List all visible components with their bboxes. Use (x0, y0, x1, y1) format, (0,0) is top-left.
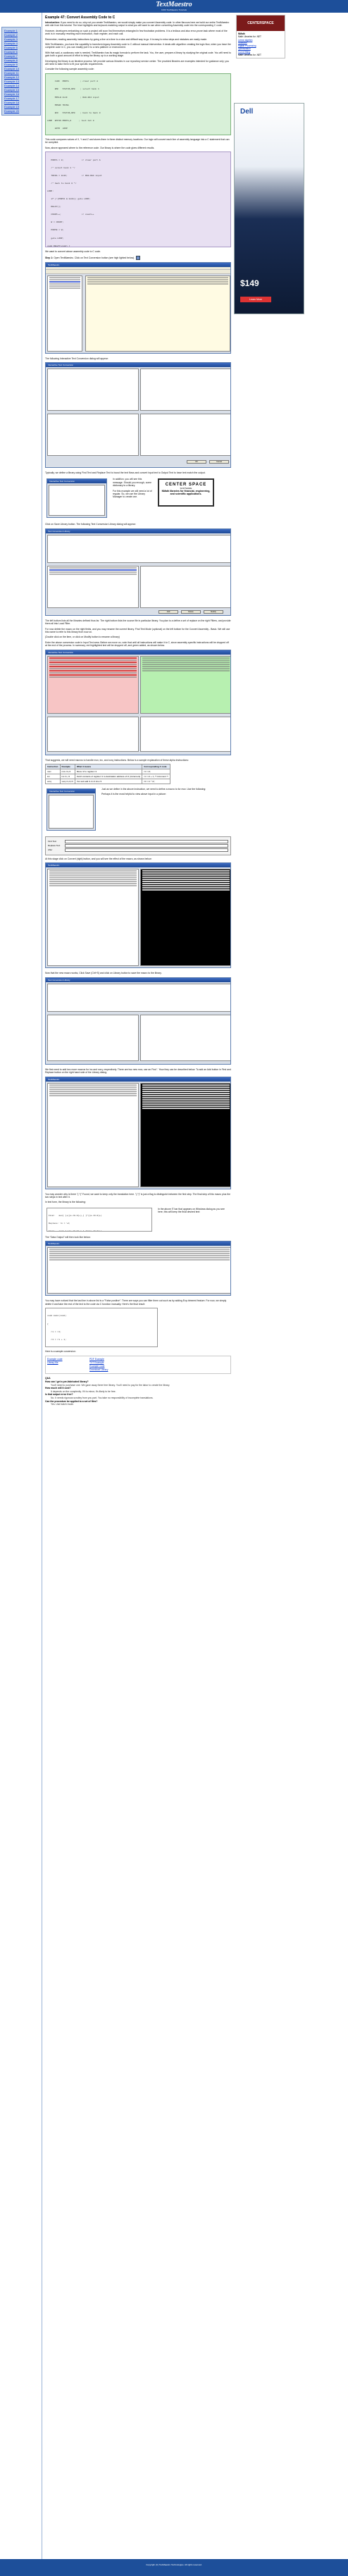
paragraph: This code compares values of X, Y and Z and stores them in three distinct memory locations. Our logic will convert each line of assembly language into a C statement that can be compiled. (45, 137, 230, 144)
sidebar-item[interactable]: Example 11 (4, 71, 19, 75)
find-text-pane[interactable] (47, 414, 139, 456)
site-header (0, 0, 348, 13)
code-line: LOOP: (47, 190, 54, 192)
code-line: void main(void) (47, 1315, 67, 1318)
screenshot-main-window (45, 262, 231, 354)
sidebar-item[interactable]: Example 5 (4, 46, 18, 49)
faq-title: Q&A (45, 1377, 51, 1380)
paragraph: For this example we will need a lot of regular. So, we use the Library Manager to create one. (113, 489, 152, 499)
code-line: MOVWF TRISA (47, 104, 69, 106)
convert-title: TextMaestro (46, 863, 230, 867)
paragraph: That suggests, we will need macros to handle mov, inc, and xorq instructions. Below is a sample explanation of these alpha instructions: (45, 758, 189, 762)
library-text-note (156, 1206, 231, 1234)
paragraph: Now, above appeared where to the reference code. Our library is where the code gives different results. (45, 146, 155, 149)
cs-ad-text: NMath libraries for financial, engineering, and scientific applications. (161, 490, 211, 496)
after-label: After (48, 848, 53, 852)
table-cell: xorq (46, 779, 61, 784)
table-cell: xorq r1,r2,r3 (60, 779, 75, 784)
code-line: PORTB = W; (47, 229, 64, 232)
after-row (48, 848, 228, 852)
sidebar-item[interactable]: Example 10 (4, 67, 20, 70)
sidebar-item[interactable]: Example 6 (4, 50, 18, 54)
faq-answer: Yes. Use batch mode. (51, 1403, 75, 1406)
library-note (111, 476, 154, 521)
table-cell: Fetch contents of register r1 to destination address of r2 (increment) (75, 774, 142, 779)
ad-link[interactable]: Curve fitting (238, 50, 251, 54)
table-cell: inc r1, r2 (60, 774, 75, 779)
save-lib-macros[interactable] (140, 1015, 231, 1061)
paragraph: (Double click on the item, or click on Modify button to rename a library) (45, 636, 120, 639)
code-line: /* back to bank 0 */ (47, 182, 77, 185)
paragraph: At this stage click on Convert (right) button, and you will see the effect of the macro, as shown below: (45, 857, 152, 860)
paragraph: The "Data Output" will then look like below: (45, 1235, 91, 1239)
sidebar-item[interactable]: Example 19 (4, 105, 20, 109)
paragraph: Perhaps it is the most helpful to view above input in a picture: (101, 793, 166, 796)
code-line: r1 = r2; (47, 1330, 61, 1333)
download-library-link[interactable]: Download Library (89, 1368, 108, 1372)
table-cell: r1 = r2 + 1; /* increment */ (142, 774, 170, 779)
cancel-button[interactable]: Cancel (209, 460, 229, 464)
site-logo[interactable]: TextMaestro (156, 1, 192, 8)
macro-define-text (100, 786, 231, 834)
faq-question: How can I get a pre-fabricated library? (45, 1380, 89, 1384)
text-conversion-icon[interactable] (136, 256, 140, 260)
code-line: BCF STATUS,RP0 ; back to bank 0 (47, 111, 101, 114)
code-line: { (47, 1323, 49, 1325)
toolbar[interactable] (46, 270, 230, 274)
paragraph: Click on Save Library button. The following Text Conversion Library dialog will appear: (45, 523, 136, 526)
c-code-block (45, 151, 231, 247)
sidebar-item[interactable]: Example 8 (4, 58, 18, 62)
macro-form (45, 836, 231, 855)
replace-label: Replace Text (48, 844, 61, 848)
find-row (48, 840, 228, 843)
intro-paragraph (45, 21, 231, 27)
paragraph: Just as we define in the above instruction, we need to define a macro to for mov. Use the following: (101, 787, 206, 791)
table-header: What it means (75, 764, 142, 769)
replace-input[interactable] (65, 844, 228, 848)
library-text-row (45, 1206, 231, 1234)
paragraph: However, developers embarking on such a project will soon find themselves entangled in few frustration problems. It is a tedious and also error-prone task where most of the work is in manually rewriting each instruction, each register, and each call. (45, 29, 228, 36)
faq-answer: It depends on the complexity. If it is minor, it's likely to be free. (51, 1389, 116, 1393)
ad-link[interactable]: Statistics (238, 41, 247, 44)
dell-logo: Dell (240, 108, 254, 116)
faq-answer: No. It needs rigorous scrutiny from you part. You take no responsibility of incomplete translations. (51, 1397, 154, 1399)
save-lib-top[interactable] (47, 984, 231, 1012)
screenshot-input-highlight (45, 650, 231, 755)
sample-links-box (45, 1356, 231, 1374)
code-intro: Consider the following sample assembly code: (45, 68, 94, 71)
page-title: Example 47: Convert Assembly Code to C (45, 16, 116, 20)
sample-links-right (88, 1356, 230, 1373)
code-line: MOVLW 0x1F ; RA0-RA4 input (47, 96, 99, 99)
replace-row (48, 844, 228, 848)
sidebar-item[interactable]: Example 13 (4, 80, 20, 83)
code-line: W = COUNT; (47, 221, 64, 224)
code-line: /* select bank 1 */ (47, 166, 75, 169)
paragraph: In addition, you will see this message. Should you enough, some dictionary to a library. (113, 478, 152, 488)
code-line (47, 1346, 156, 1347)
code-line: goto LOOP; (47, 237, 64, 240)
table-cell: mov (46, 769, 61, 774)
paragraph: Here is a sample conversion: (45, 1350, 76, 1354)
window-title: TextMaestro (46, 263, 230, 267)
sidebar-item[interactable]: Example 1 (4, 29, 18, 32)
replace-text-pane[interactable] (140, 414, 231, 456)
final-code-block (45, 1308, 158, 1347)
screenshot-data-output (45, 1241, 231, 1296)
macro-list-pane[interactable] (140, 566, 231, 608)
sidebar-item[interactable]: Example 16 (4, 92, 20, 96)
add-button[interactable]: Add (159, 610, 178, 614)
faq-question: Can the procedure be applied to a set of files? (45, 1399, 98, 1403)
example-code-link[interactable]: Example code (47, 1358, 63, 1361)
screenshot-conversion-library (45, 528, 231, 616)
paragraph: You may wonder why is there "(.*)" Found, we want to keep only the translation here. "(.*)" is just a flag to distinguish between the first step. The final step of this macro plus the two steps in text after it. (45, 1192, 231, 1199)
table-header: Corresponding C code (142, 764, 170, 769)
input-text-red[interactable] (47, 656, 139, 714)
paragraph: Remember, reading assembly instructions by going a line at a time is a slow and difficult way to go. It is easy to miss steps and mistakes are easily made. (45, 37, 208, 41)
options-pane[interactable] (49, 795, 94, 829)
paragraph: Typically, we define a library using Find Text and Replace Text to boost the text flows and convert input text to Output Text to have text match the output. (45, 471, 206, 474)
sidebar-item[interactable]: Example 15 (4, 88, 20, 92)
dialog-title: Interactive Text Conversion (46, 363, 230, 367)
sidebar-item[interactable]: Example 9 (4, 63, 18, 66)
code-line (49, 1230, 150, 1231)
faq-question: How much will it cost? (45, 1387, 71, 1390)
code-line: BSF STATUS,RP0 ; select bank 1 (47, 88, 99, 91)
find-pane[interactable] (47, 717, 139, 752)
table-row (46, 774, 170, 779)
ad-link[interactable]: Signal Processing (238, 44, 256, 48)
sidebar-item[interactable]: Example 2 (4, 33, 18, 37)
library-top-pane[interactable] (47, 535, 231, 563)
sidebar-item[interactable]: Example 7 (4, 54, 18, 58)
convert-input-pane[interactable] (47, 869, 139, 966)
example-code-link-2[interactable]: Example code (89, 1365, 105, 1368)
editor-pane[interactable] (85, 275, 230, 352)
nmath-ad-text (237, 31, 285, 58)
save-lib-title: Text Conversion Library (46, 978, 230, 982)
sidebar-item[interactable]: Example 4 (4, 42, 18, 45)
after-input[interactable] (65, 848, 228, 852)
modify-button[interactable]: Modify (204, 610, 223, 614)
find-label: Find Text (48, 840, 57, 843)
paragraph: For now delete the macro on the right fields, and you may rename the current library. Find Text Mode (optional) on the left bottom for the Convert Assembly - Basic. We will use this name to refer to this library from now on. (45, 627, 230, 633)
screenshot-save-library (45, 977, 231, 1065)
screenshot-interactive-conversion (45, 362, 231, 468)
intro-label: Introduction: (45, 21, 60, 24)
sidebar-item[interactable]: Example 17 (4, 97, 20, 100)
centerspace-logo: CENTERSPACE (237, 16, 285, 31)
site-tagline: 1000 TextMaestro Tutorials (161, 8, 187, 11)
table-cell: inc (46, 774, 61, 779)
intro-text: If you need to do so, why not you create TextMaestro, we would simply make you convert Assembly code. In other flavours here we build our entire TextMaestro web site from this tutorial. The blue highlights and keyword-matching output is what you will want to use when converting Assembly code into the corresponding C code. (45, 21, 230, 27)
table-cell: r1 = r2; (142, 769, 170, 774)
replace-pane[interactable] (140, 717, 231, 752)
file-tree-pane[interactable] (47, 275, 82, 352)
paragraph: The left bottom lists all the libraries defined thus far. The right bottom lists the source file in particular library. You plan to a define a set of replace on the right Filters, and provide them all into Load Filter. (45, 619, 231, 626)
table-row (46, 779, 170, 784)
paragraph: With TextMaestro, you have the capability to transform legacy Assembly code to C without manual intervention. It deals with algorithm creating the logic flow, when you have the complete code in C, you can readily port it to a new platform or environment. (45, 43, 231, 49)
faq-section (45, 1377, 231, 1406)
cs-ad-subtitle: SOFTWARE (180, 487, 192, 490)
code-line: GOTO LOOP (47, 127, 68, 130)
paragraph: Now that the new macro works, Click Save (Ctrl+S) and click on Library button to save the macro to the library. (45, 972, 162, 975)
library-intro-row (45, 476, 231, 521)
output-text-green[interactable] (140, 656, 231, 714)
sidebar-item[interactable]: Example 12 (4, 75, 20, 79)
small-dialog-title: Interactive Text Conversion (47, 479, 106, 483)
step-paragraph (45, 256, 231, 260)
code-line: if (!(PORTA & 0x01)) goto LOOP; (47, 198, 91, 201)
macro-define-row (45, 786, 231, 834)
table-header-row (46, 764, 170, 769)
table-cell: r3 = r1 ^ r2; (142, 779, 170, 784)
table-cell: Xor and add r1 & r2 into r3 (75, 779, 142, 784)
library-dialog-title: Text Conversion Library (46, 529, 230, 533)
sidebar-nav (1, 27, 41, 116)
paragraph: We want to convert above assembly code to C code. (45, 250, 101, 254)
library-list-pane[interactable] (47, 566, 139, 608)
ad-link[interactable]: Linear algebra (238, 38, 253, 42)
code-line: Replace: \1 = \2; (49, 1222, 70, 1225)
dell-ad[interactable] (234, 103, 304, 314)
library-file-link[interactable]: Library file (47, 1361, 58, 1365)
step-text: Open TextMaestro. Click on Text Conversion button (see high lighted below). (54, 256, 135, 259)
dell-price: $149 (240, 278, 259, 289)
paragraph: In the above IT bar that appears on Windows dialog as you see here, this will keep the final desired text: (158, 1207, 225, 1214)
find-input[interactable] (65, 840, 228, 843)
code-line: PORTA = 0; // clear port A (47, 159, 101, 161)
library-code-block (46, 1208, 152, 1232)
three-macros-output[interactable] (140, 1083, 231, 1187)
code-line: COUNT++; // count++ (47, 213, 94, 216)
input-text-pane[interactable] (47, 369, 139, 411)
paragraph: We first need to add two more macros for inc and xorq, respectively. There are two new mov, use an Find '.' How they can be described below. To add an Add button in Find and Replace button on the right hand side of the Library dialog. (45, 1067, 231, 1075)
sidebar-item[interactable]: Example 18 (4, 101, 20, 104)
code-line: void DELAY(void) { (47, 244, 70, 247)
code-line: CLRF PORTA ; clear port A (47, 80, 99, 83)
site-footer (0, 2559, 348, 2576)
nmath-ad[interactable] (236, 15, 285, 58)
paragraph: You may have noticed that the last line in above list is a "False positive". There are ways you can filter them out such as by adding Exp-trimmed feature. For now, we simply delete it and take the rest of the text to the code via C function manually. Here's the final result: (45, 1299, 227, 1306)
table-header: Example (60, 764, 75, 769)
delete-button[interactable]: Delete (181, 610, 201, 614)
ad-spacer (234, 61, 348, 103)
options-title: Interactive Text Conversion (47, 789, 95, 793)
main-content (44, 13, 232, 2576)
three-macros-input[interactable] (47, 1083, 139, 1187)
ok-button[interactable]: OK (187, 460, 206, 464)
highlight-dialog-title: Interactive Text Conversion (46, 650, 230, 655)
step-label: Step 1: (45, 256, 54, 259)
table-row (46, 769, 170, 774)
txt-example-link[interactable]: TXT Example (89, 1361, 104, 1365)
footer-text: Copyright (C) TextMaestro Technologies. All rights reserved. (146, 2563, 202, 2566)
cs-ad-title: CENTER SPACE (165, 483, 207, 488)
sample-links-left (46, 1356, 88, 1373)
three-macros-title: TextMaestro (46, 1077, 230, 1082)
convert-output-pane[interactable] (140, 869, 231, 966)
table-header: Instruction (46, 764, 61, 769)
screenshot-library-small (46, 478, 107, 518)
instruction-table (45, 764, 170, 784)
right-column (234, 13, 348, 2576)
paragraph: In text form, the library is the following: (45, 1201, 86, 1204)
output-text-pane[interactable] (140, 369, 231, 411)
code-line: Find: mov[ ]+([a-z0-9]+),[ ]*([a-z0-9]+) (49, 1215, 102, 1218)
screenshot-macro-options (46, 788, 96, 831)
paragraph: Developing the library is an iterative process. We provide various libraries in our repository service center. The provided libraries are examples intended for guidance only; you will need to tailor them to fit your specific requirements. (45, 59, 230, 66)
faq-answer: You'll need to purchase one. We gave away three free library. You'll need to pay for the labor to create the library. (51, 1383, 170, 1387)
pdf-example-link[interactable]: PDF Example (89, 1358, 104, 1361)
save-lib-list[interactable] (47, 1015, 139, 1061)
sidebar-item[interactable]: Example 3 (4, 37, 18, 41)
paragraph: Enter the above conversion code in Input Text area. Before we move on, note that until all instructions will make it to C, since assembly specific instructions will be dropped off at the end of the process. In summary, red highlighted text will be dropped off, and green added, as shown below. (45, 640, 229, 648)
screenshot-three-macros (45, 1077, 231, 1189)
code-line: DELAY(); (47, 206, 61, 209)
centerspace-ad[interactable] (158, 478, 214, 507)
sidebar-item[interactable]: Example 20 (4, 109, 20, 113)
nmath-title: NMath (238, 32, 245, 35)
ad-link[interactable]: Optimization (238, 47, 251, 51)
sidebar-item[interactable]: Example 14 (4, 84, 20, 87)
nmath-subtitle: Math Libraries for .NET (238, 35, 261, 39)
faq-question: Is that output error free? (45, 1393, 73, 1397)
sidebar (0, 13, 42, 2576)
data-output-pane[interactable] (47, 1247, 231, 1294)
code-line: TRISA = 0x1F; // RA0-RA4 input (47, 174, 102, 177)
paragraph: The following Interactive Text Conversion dialog will appear: (45, 357, 108, 360)
data-output-title: TextMaestro (46, 1241, 230, 1246)
code-line: r3 = r1 + 1; (47, 1338, 67, 1341)
table-cell: Move r2 to register r1 (75, 769, 142, 774)
table-cell: mov r1,r2 (60, 769, 75, 774)
library-list[interactable] (49, 485, 105, 516)
dell-cta-button[interactable]: Learn More (240, 297, 271, 302)
assembly-code-block (45, 73, 231, 135)
screenshot-convert-result (45, 862, 231, 968)
paragraph: With that said, a cautionary note is needed. TextMaestro has its magic formula to perform the task. You, the user, prepare a library by studying the original code. You will need to gain both a good amount of effort to bring the library up to a working stage. (45, 51, 231, 58)
nmath-tag: Math Libraries for .NET (238, 54, 261, 57)
code-line: LOOP BTFSS PORTA,0 ; test bit 0 (47, 119, 94, 122)
